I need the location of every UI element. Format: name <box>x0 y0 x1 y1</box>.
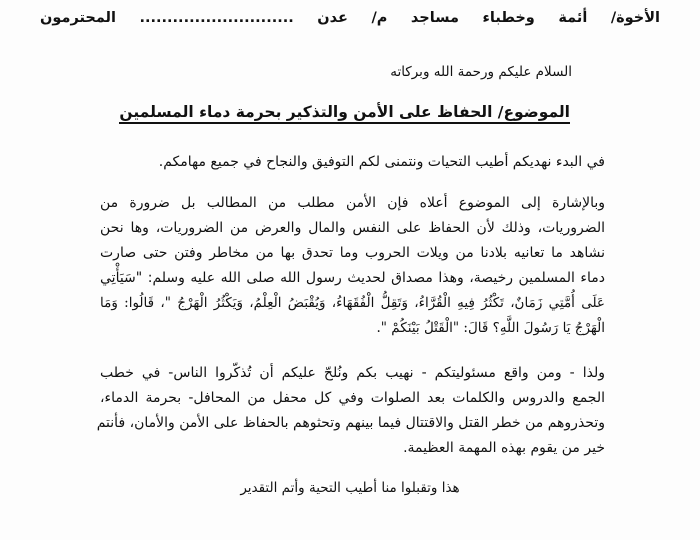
body-line-6-hadith: الْهَرْجُ يَا رَسُولَ اللَّهِ؟ قَالَ: "الْقَتْلُ بَيْنَكُمْ ". <box>376 320 605 336</box>
subject-line <box>100 100 570 124</box>
closing-line: هذا وتقبلوا منا أطيب التحية وأتم التقدير <box>240 480 460 496</box>
request-line-3: وتحذروهم من خطر القتل والاقتتال فيما بينهم وتحثوهم بالحفاظ على الأمن والأمان، فأنتم <box>96 415 605 431</box>
request-line-1: ولذا - ومن واقع مسئوليتكم - نهيب بكم ونُلحّ عليكم أن تُذكّروا الناس- في خطب <box>100 365 605 381</box>
intro-paragraph: في البدء نهديكم أطيب التحيات ونتمنى لكم التوفيق والنجاح في جميع مهامكم. <box>158 154 605 170</box>
body-line-1: وبالإشارة إلى الموضوع أعلاه فإن الأمن مطلب من المطالب بل ضرورة من <box>100 195 605 211</box>
request-line-2: الجمع والدروس والكلمات بعد الصلوات وفي كل محفل من المحافل- بحرمة الدماء، <box>100 390 605 406</box>
request-line-4: خير من يقوم بهذه المهمة العظيمة. <box>403 440 605 456</box>
body-line-3: نشاهد ما تعانيه بلادنا من ويلات الحروب وما تحدق بها من مخاطر وفتن حتى صارت <box>100 245 605 261</box>
body-line-4: دماء المسلمين رخيصة، وهذا مصداق لحديث رسول الله صلى الله عليه وسلم: "سَيَأْتِي <box>100 270 605 286</box>
addressee-line: الأخوة/ أئمة وخطباء مساجد م/ عدن ............................ المحترمون <box>40 10 660 26</box>
greeting: السلام عليكم ورحمة الله وبركاته <box>390 64 572 80</box>
body-line-2: الضروريات، وذلك لأن الحفاظ على النفس والمال والعرض من الضروريات، وها نحن <box>100 220 605 236</box>
body-line-5-hadith: عَلَى أُمَّتِي زَمَانٌ، تَكْثُرُ فِيهِ الْقُرَّاءُ، وَتَقِلُّ الْفُقَهَاءُ، وَيُقْبَضُ الْعِلْمُ، وَيَكْثُرُ الْهَرْجُ "، قَالُوا: وَمَا <box>100 295 605 311</box>
subject-text: الموضوع/ الحفاظ على الأمن والتذكير بحرمة دماء المسلمين <box>119 103 570 124</box>
